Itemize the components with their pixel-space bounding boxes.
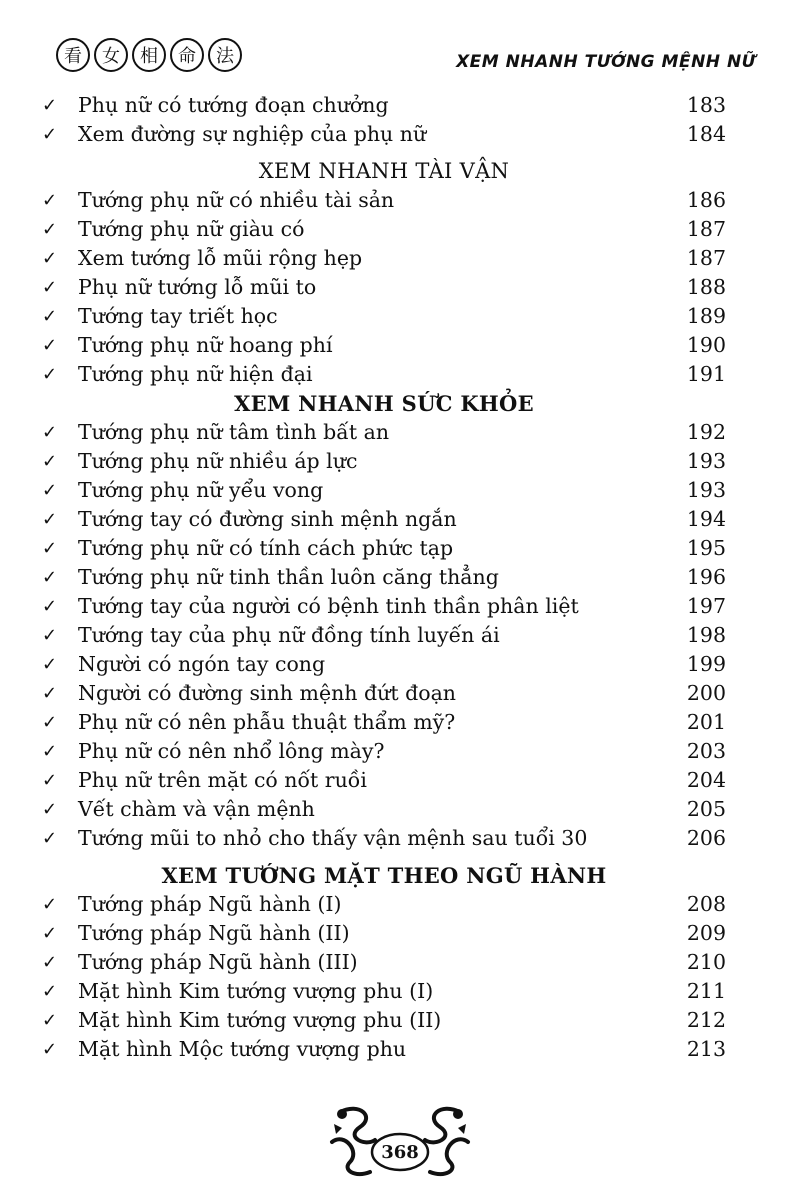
toc-entry-page: 187 (686, 217, 726, 241)
toc-entry (42, 737, 726, 766)
toc-entry-title: Tướng tay của phụ nữ đồng tính luyến ái (78, 623, 500, 647)
toc-entry-title: Phụ nữ có nên nhổ lông mày? (78, 739, 385, 763)
toc-entry (42, 447, 726, 476)
seal-char: 女 (94, 38, 128, 72)
seal-char: 看 (56, 38, 90, 72)
toc-entry-title: Phụ nữ có tướng đoạn chưởng (78, 93, 389, 117)
toc-entry-page: 184 (686, 122, 726, 146)
checkmark-icon: ✓ (42, 981, 58, 1002)
running-header-title: XEM NHANH TƯỚNG MỆNH NỮ (456, 52, 756, 72)
toc-entry-page: 208 (686, 892, 726, 916)
page-header (56, 38, 756, 78)
toc-entry-page: 206 (686, 826, 726, 850)
toc-entry-title: Người có đường sinh mệnh đứt đoạn (78, 681, 456, 705)
checkmark-icon: ✓ (42, 596, 58, 617)
checkmark-icon: ✓ (42, 712, 58, 733)
toc-entry-page: 196 (686, 565, 726, 589)
checkmark-icon: ✓ (42, 219, 58, 240)
checkmark-icon: ✓ (42, 538, 58, 559)
page-footer (320, 1102, 480, 1182)
toc-entry-title: Xem tướng lỗ mũi rộng hẹp (78, 246, 363, 270)
checkmark-icon: ✓ (42, 124, 58, 145)
toc-entry-page: 212 (686, 1008, 726, 1032)
toc-entry-title: Vết chàm và vận mệnh (78, 797, 315, 821)
checkmark-icon: ✓ (42, 422, 58, 443)
toc-entry (42, 890, 726, 919)
toc-entry-page: 205 (686, 797, 726, 821)
toc-entry (42, 948, 726, 977)
toc-entry (42, 708, 726, 737)
toc-entry (42, 977, 726, 1006)
toc-entry (42, 650, 726, 679)
seal-row (56, 38, 242, 72)
toc-entry-title: Mặt hình Kim tướng vượng phu (I) (78, 979, 434, 1003)
toc-entry-title: Tướng pháp Ngũ hành (I) (78, 892, 342, 916)
toc-entry (42, 563, 726, 592)
toc-entry-title: Tướng phụ nữ yểu vong (78, 478, 324, 502)
toc-entry-title: Tướng phụ nữ nhiều áp lực (78, 449, 358, 473)
toc-entry-page: 209 (686, 921, 726, 945)
toc-entry-page: 211 (686, 979, 726, 1003)
checkmark-icon: ✓ (42, 894, 58, 915)
toc-entry-title: Phụ nữ có nên phẫu thuật thẩm mỹ? (78, 710, 456, 734)
toc-entry-title: Tướng phụ nữ tinh thần luôn căng thẳng (78, 565, 499, 589)
toc-entry-title: Tướng pháp Ngũ hành (III) (78, 950, 358, 974)
toc-entry-page: 213 (686, 1037, 726, 1061)
checkmark-icon: ✓ (42, 567, 58, 588)
checkmark-icon: ✓ (42, 683, 58, 704)
checkmark-icon: ✓ (42, 952, 58, 973)
toc-entry-page: 186 (686, 188, 726, 212)
toc-entry-title: Tướng phụ nữ hoang phí (78, 333, 333, 357)
toc-entry (42, 476, 726, 505)
toc-entry (42, 120, 726, 149)
checkmark-icon: ✓ (42, 799, 58, 820)
toc-entry-title: Tướng phụ nữ tâm tình bất an (78, 420, 390, 444)
toc-entry (42, 186, 726, 215)
toc-entry-title: Mặt hình Mộc tướng vượng phu (78, 1037, 407, 1061)
toc-entry-page: 194 (686, 507, 726, 531)
toc-entry-page: 193 (686, 478, 726, 502)
seal-char: 相 (132, 38, 166, 72)
toc-entry (42, 215, 726, 244)
toc-entry-page: 191 (686, 362, 726, 386)
toc-entry (42, 418, 726, 447)
toc-entry-title: Tướng phụ nữ hiện đại (78, 362, 313, 386)
toc-entry (42, 824, 726, 853)
toc-entry-title: Tướng mũi to nhỏ cho thấy vận mệnh sau tuổi 30 (78, 826, 588, 850)
toc-entry-page: 190 (686, 333, 726, 357)
checkmark-icon: ✓ (42, 923, 58, 944)
checkmark-icon: ✓ (42, 190, 58, 211)
toc-entry (42, 244, 726, 273)
toc-entry (42, 766, 726, 795)
checkmark-icon: ✓ (42, 364, 58, 385)
toc-entry-title: Tướng pháp Ngũ hành (II) (78, 921, 350, 945)
checkmark-icon: ✓ (42, 1039, 58, 1060)
toc-entry-title: Tướng phụ nữ có nhiều tài sản (78, 188, 395, 212)
toc-entry-page: 203 (686, 739, 726, 763)
page-number: 368 (381, 1141, 419, 1163)
seal-char: 命 (170, 38, 204, 72)
toc-entry-page: 189 (686, 304, 726, 328)
toc-entry (42, 592, 726, 621)
toc-entry (42, 1006, 726, 1035)
checkmark-icon: ✓ (42, 741, 58, 762)
toc-entry (42, 331, 726, 360)
section-heading: XEM NHANH TÀI VẬN (258, 159, 510, 183)
checkmark-icon: ✓ (42, 1010, 58, 1031)
toc-entry-page: 199 (686, 652, 726, 676)
toc-entry (42, 1035, 726, 1064)
checkmark-icon: ✓ (42, 451, 58, 472)
toc-entry (42, 360, 726, 389)
toc-entry-title: Mặt hình Kim tướng vượng phu (II) (78, 1008, 442, 1032)
toc-entry-title: Phụ nữ trên mặt có nốt ruồi (78, 768, 367, 792)
checkmark-icon: ✓ (42, 248, 58, 269)
toc-entry-title: Tướng phụ nữ có tính cách phức tạp (78, 536, 454, 560)
checkmark-icon: ✓ (42, 480, 58, 501)
toc-entry (42, 621, 726, 650)
checkmark-icon: ✓ (42, 95, 58, 116)
toc-entry-page: 200 (686, 681, 726, 705)
toc-entry (42, 679, 726, 708)
toc-entry-title: Người có ngón tay cong (78, 652, 326, 676)
toc-entry-title: Tướng phụ nữ giàu có (78, 217, 305, 241)
toc-entry-title: Tướng tay triết học (78, 304, 278, 328)
toc-entry (42, 505, 726, 534)
toc-entry-page: 201 (686, 710, 726, 734)
toc-entry (42, 273, 726, 302)
toc-entry-page: 183 (686, 93, 726, 117)
toc-entry (42, 919, 726, 948)
seal-char: 法 (208, 38, 242, 72)
checkmark-icon: ✓ (42, 770, 58, 791)
toc-entry-page: 188 (686, 275, 726, 299)
checkmark-icon: ✓ (42, 335, 58, 356)
toc-entry-page: 204 (686, 768, 726, 792)
toc-entry (42, 795, 726, 824)
toc-entry-page: 193 (686, 449, 726, 473)
toc-entry-page: 198 (686, 623, 726, 647)
checkmark-icon: ✓ (42, 306, 58, 327)
section-heading: XEM NHANH SỨC KHỎE (234, 391, 534, 416)
toc-entry-title: Phụ nữ tướng lỗ mũi to (78, 275, 317, 299)
toc-entry-page: 195 (686, 536, 726, 560)
checkmark-icon: ✓ (42, 828, 58, 849)
toc-entry-page: 192 (686, 420, 726, 444)
toc-entry-page: 197 (686, 594, 726, 618)
toc-entry (42, 302, 726, 331)
toc-entry (42, 534, 726, 563)
toc-entry-page: 187 (686, 246, 726, 270)
checkmark-icon: ✓ (42, 277, 58, 298)
toc-entry-page: 210 (686, 950, 726, 974)
toc-entry-title: Tướng tay của người có bệnh tinh thần phân liệt (78, 594, 579, 618)
checkmark-icon: ✓ (42, 509, 58, 530)
checkmark-icon: ✓ (42, 654, 58, 675)
toc-entry-title: Xem đường sự nghiệp của phụ nữ (78, 122, 427, 146)
toc-entry (42, 91, 726, 120)
toc-entry-title: Tướng tay có đường sinh mệnh ngắn (78, 507, 457, 531)
table-of-contents (42, 91, 726, 1064)
checkmark-icon: ✓ (42, 625, 58, 646)
section-heading: XEM TƯỚNG MẶT THEO NGŨ HÀNH (161, 863, 607, 888)
